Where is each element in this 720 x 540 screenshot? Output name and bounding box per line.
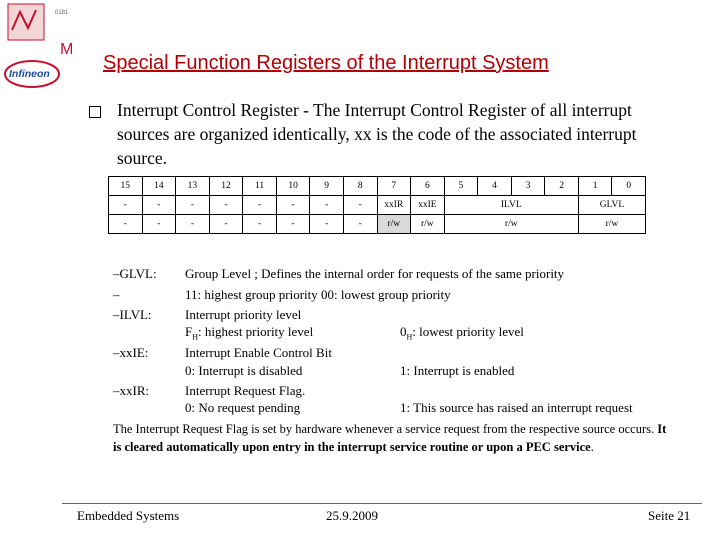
bit-cell: 10	[276, 177, 310, 196]
bit-cell: 1	[578, 177, 612, 196]
field-cell: xxIR	[377, 196, 411, 215]
infineon-logo	[0, 0, 95, 105]
logo-brand: Infineon	[9, 68, 50, 80]
access-cell: -	[243, 215, 277, 234]
note-paragraph: The Interrupt Request Flag is set by hardware whenever a service request from the respective source occurs. It is cleared automatically upon entry in the interrupt service routine or upon a PEC service.	[113, 422, 667, 454]
xxie-disabled: 0: Interrupt is disabled	[185, 363, 303, 378]
desc-glvl: Group Level ; Defines the internal order for requests of the same priority	[185, 266, 565, 281]
access-cell: -	[310, 215, 344, 234]
access-cell: r/w	[411, 215, 445, 234]
term-dash: –	[113, 287, 120, 302]
field-cell: -	[109, 196, 143, 215]
bit-cell: 12	[209, 177, 243, 196]
bit-cell: 15	[109, 177, 143, 196]
desc-glvl-values: 11: highest group priority 00: lowest group priority	[185, 287, 451, 302]
footer-date: 25.9.2009	[326, 508, 378, 523]
field-cell: -	[310, 196, 344, 215]
field-cell: -	[209, 196, 243, 215]
term-ilvl: –ILVL:	[113, 307, 152, 322]
access-cell: -	[209, 215, 243, 234]
field-cell: -	[343, 196, 377, 215]
xxie-enabled: 1: Interrupt is enabled	[400, 363, 515, 378]
bit-number-row	[109, 177, 646, 196]
bit-cell: 8	[343, 177, 377, 196]
field-name-row	[109, 196, 646, 215]
bit-cell: 4	[478, 177, 512, 196]
access-cell: -	[142, 215, 176, 234]
bit-cell: 5	[444, 177, 478, 196]
register-table	[108, 176, 646, 234]
footer-left: Embedded Systems	[77, 508, 180, 523]
slide-title: Special Function Registers of the Interrupt System	[103, 52, 549, 74]
note-bold: It is cleared automatically upon entry in the interrupt service routine or upon a PEC service	[113, 422, 667, 454]
term-glvl: –GLVL:	[113, 266, 157, 281]
bit-cell: 11	[243, 177, 277, 196]
field-cell: -	[142, 196, 176, 215]
bit-cell: 0	[612, 177, 646, 196]
access-cell: -	[276, 215, 310, 234]
field-cell-glvl: GLVL	[578, 196, 645, 215]
term-xxir: –xxIR:	[113, 383, 150, 398]
ilvl-highest: $F_H$: highest priority level	[185, 324, 314, 342]
bit-cell: 2	[545, 177, 579, 196]
footer-page: Seite 21	[648, 508, 691, 523]
access-cell: -	[109, 215, 143, 234]
field-cell: -	[243, 196, 277, 215]
footer-divider	[62, 503, 702, 504]
intro-paragraph: Interrupt Control Register - The Interrupt Control Register of all interrupt sources are organized identically, xx is the code of the associated interrupt source.	[117, 100, 637, 168]
field-cell: -	[276, 196, 310, 215]
access-cell-ilvl: r/w	[444, 215, 578, 234]
desc-ilvl: Interrupt priority level	[185, 307, 302, 322]
bit-cell: 13	[176, 177, 210, 196]
field-cell: -	[176, 196, 210, 215]
xxir-pending-none: 0: No request pending	[185, 400, 301, 415]
access-cell-glvl: r/w	[578, 215, 645, 234]
bit-cell: 9	[310, 177, 344, 196]
bit-cell: 14	[142, 177, 176, 196]
logo-code: 0181	[55, 10, 69, 16]
field-cell-ilvl: ILVL	[444, 196, 578, 215]
access-cell: -	[176, 215, 210, 234]
field-cell: xxIE	[411, 196, 445, 215]
desc-xxir: Interrupt Request Flag.	[185, 383, 306, 398]
bullet-square-icon	[89, 106, 101, 118]
logo-mark: M	[60, 41, 74, 58]
ilvl-lowest: $0_H$: lowest priority level	[400, 324, 524, 342]
term-xxie: –xxIE:	[113, 345, 149, 360]
access-cell: -	[343, 215, 377, 234]
desc-xxie: Interrupt Enable Control Bit	[185, 345, 332, 360]
bit-cell: 7	[377, 177, 411, 196]
access-row	[109, 215, 646, 234]
bit-cell: 3	[511, 177, 545, 196]
xxir-raised: 1: This source has raised an interrupt request	[400, 400, 633, 415]
access-cell: r/w	[377, 215, 411, 234]
bit-cell: 6	[411, 177, 445, 196]
